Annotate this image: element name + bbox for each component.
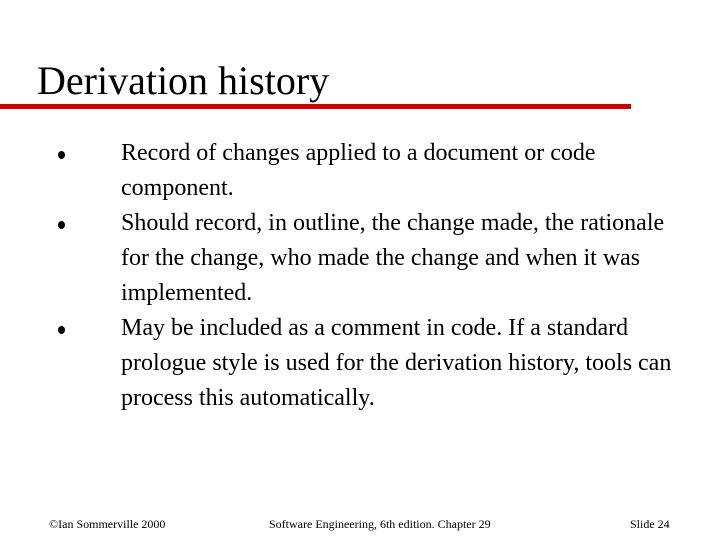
bullet-dot-icon [58,326,65,334]
title-underline-rule [0,104,631,109]
bullet-item [0,136,681,206]
bullet-list [0,136,720,416]
bullet-text: May be included as a comment in code. If a standard prologue style is used for the derivation history, tools can process this automatically. [121,315,672,411]
footer-book-title: Software Engineering, 6th edition. Chapter 29 [269,517,491,531]
bullet-dot-icon [58,221,65,229]
slide-title: Derivation history [37,58,330,103]
bullet-item [0,311,681,416]
footer-slide-number: Slide 24 [630,517,670,531]
bullet-item [0,206,681,311]
bullet-dot-icon [58,151,65,159]
footer-copyright: ©Ian Sommerville 2000 [49,517,166,531]
bullet-text: Should record, in outline, the change made, the rationale for the change, who made the change and when it was implemented. [121,210,665,306]
bullet-text: Record of changes applied to a document or code component. [121,140,596,201]
